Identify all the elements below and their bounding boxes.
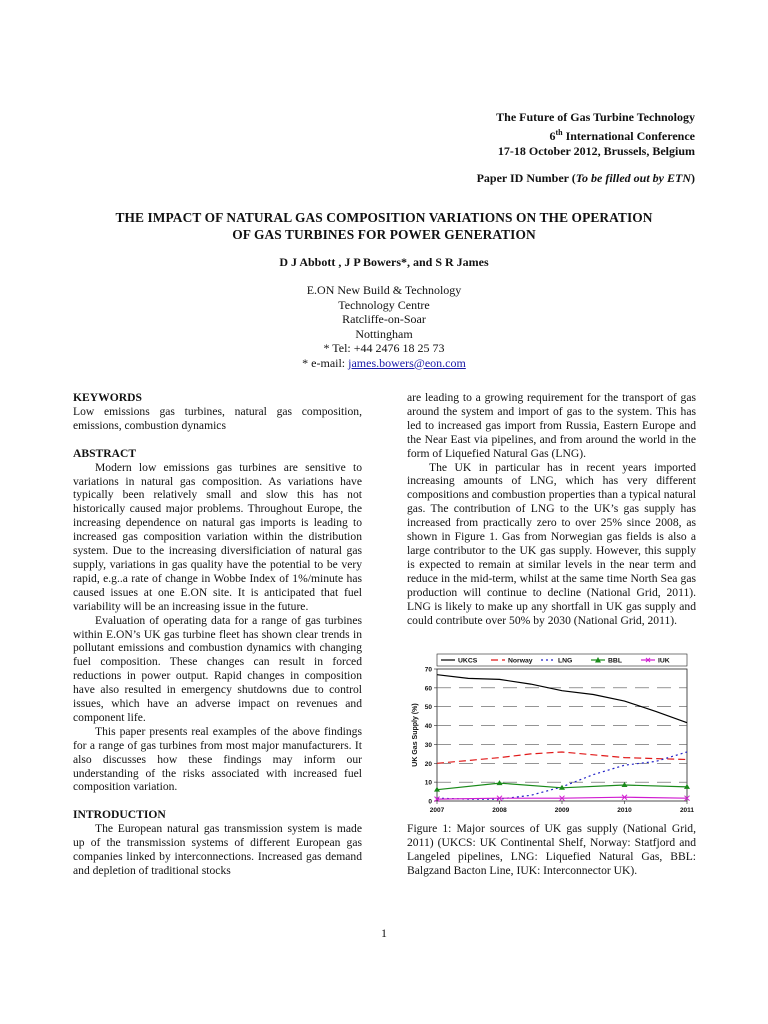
y-axis-label: UK Gas Supply (%) — [412, 703, 419, 767]
figure-1-chart — [407, 653, 696, 818]
y-tick-label: 0 — [428, 798, 432, 806]
x-tick-label: 2007 — [429, 807, 445, 814]
figure-caption: Figure 1: Major sources of UK gas supply (National Grid, 2011) (UKCS: UK Continental Shelf, Norway: Statfjord and Langeled pipelines, LNG: Liquefied Natural Gas, BBL: Balgzand Bacton Line, IUK: Interconnector UK). — [407, 822, 696, 877]
y-tick-label: 40 — [424, 723, 432, 731]
page-number: 1 — [381, 926, 387, 940]
keywords-text: Low emissions gas turbines, natural gas composition, emissions, combustion dynamics — [73, 404, 362, 432]
y-tick-label: 50 — [424, 704, 432, 712]
introduction-paragraph: The European natural gas transmission system is made up of the transmission systems of different European gas companies linked by interconnections. Increased gas demand and depletion of traditional stocks — [73, 822, 362, 877]
legend-label-ukcs: UKCS — [458, 657, 478, 665]
introduction-heading: INTRODUCTION — [73, 808, 166, 822]
legend-label-bbl: BBL — [608, 657, 622, 665]
abstract-paragraph: Modern low emissions gas turbines are sensitive to variations in natural gas composition. As variations have typically been relatively small and slow this has not historically caused major problems. Throughout Europe, the increasing dependence on natural gas imports is leading to increased gas composition variation within the distribution system. Due to the increasing diversificiation of natural gas supply, variations in gas quality have the potential to be very rapid, e.g..a rate of change in Wobbe Index of 1%/minute has caused issues at one E.ON site. It is anticipated that fuel variability will be an increasing issue in the future. — [73, 460, 362, 613]
paper-id-line: Paper ID Number (To be filled out by ETN) — [476, 171, 695, 185]
body-paragraph: are leading to a growing requirement for the transport of gas around the system and import of gas to the system. This has led to increased gas import from Russia, Eastern Europe and the Near East via pipelines, and from around the world in the form of Liquefied Natural Gas (LNG). — [407, 391, 696, 460]
abstract-paragraph: This paper presents real examples of the above findings for a range of gas turbines from most major manufacturers. It also discusses how these findings may inform our understanding of the risks associated with increased fuel composition variation. — [73, 724, 362, 794]
left-column — [73, 391, 362, 878]
abstract-heading: ABSTRACT — [73, 446, 137, 460]
chart-svg — [407, 653, 696, 818]
conference-header — [477, 110, 695, 186]
keywords-heading: KEYWORDS — [73, 391, 142, 404]
conference-name: The Future of Gas Turbine Technology — [496, 110, 695, 124]
body-paragraph: The UK in particular has in recent years imported increasing amounts of LNG, which has very different compositions and combustion properties than a typical natural gas. The contribution of LNG to the UK’s gas supply has increased from practically zero to over 25% since 2008, as shown in Figure 1. Gas from Norwegian gas fields is also a large contributor to the UK gas supply. However, this supply is expected to remain at similar levels in the near term and reduce in the mid-term, whilst at the same time North Sea gas production will continue to decline (National Grid, 2011). LNG is likely to make up any shortfall in UK gas supply and could contribute over 50% by 2030 (National Grid, 2011). — [407, 460, 696, 627]
legend-label-lng: LNG — [558, 657, 573, 665]
y-tick-label: 60 — [424, 685, 432, 693]
y-tick-label: 30 — [424, 741, 432, 749]
conference-edition: 6th International Conference — [549, 128, 695, 143]
y-tick-label: 70 — [424, 666, 432, 674]
authors: D J Abbott , J P Bowers*, and S R James — [279, 255, 489, 269]
email-link[interactable]: james.bowers@eon.com — [348, 355, 466, 370]
y-tick-label: 20 — [424, 760, 432, 768]
conference-date-location: 17-18 October 2012, Brussels, Belgium — [497, 144, 695, 158]
legend-label-iuk: IUK — [658, 657, 670, 665]
x-tick-label: 2009 — [554, 807, 570, 814]
affiliation: E.ON New Build & Technology Technology Centre Ratcliffe-on-Soar Nottingham * Tel: +44 2476 18 25 73 * e-mail: james.bowers@eon.com — [302, 283, 466, 370]
x-tick-label: 2008 — [492, 807, 507, 814]
right-column — [407, 391, 696, 627]
abstract-paragraph: Evaluation of operating data for a range of gas turbines within E.ON’s UK gas turbine fleet has shown clear trends in pollutant emissions and combustion dynamics with changing fuel composition. These changes can result in forced reductions in power output. Rapid changes in composition have also resulted in emergency shutdowns due to control issues, which have an adverse impact on revenues and component life. — [73, 613, 362, 724]
plot-area — [437, 669, 687, 801]
legend-label-norway: Norway — [508, 657, 533, 665]
y-tick-label: 10 — [424, 779, 432, 787]
paper-title: THE IMPACT OF NATURAL GAS COMPOSITION VARIATIONS ON THE OPERATION OF GAS TURBINES FOR POWER GENERATION — [115, 210, 653, 242]
x-tick-label: 2010 — [617, 807, 632, 814]
x-tick-label: 2011 — [679, 807, 695, 814]
